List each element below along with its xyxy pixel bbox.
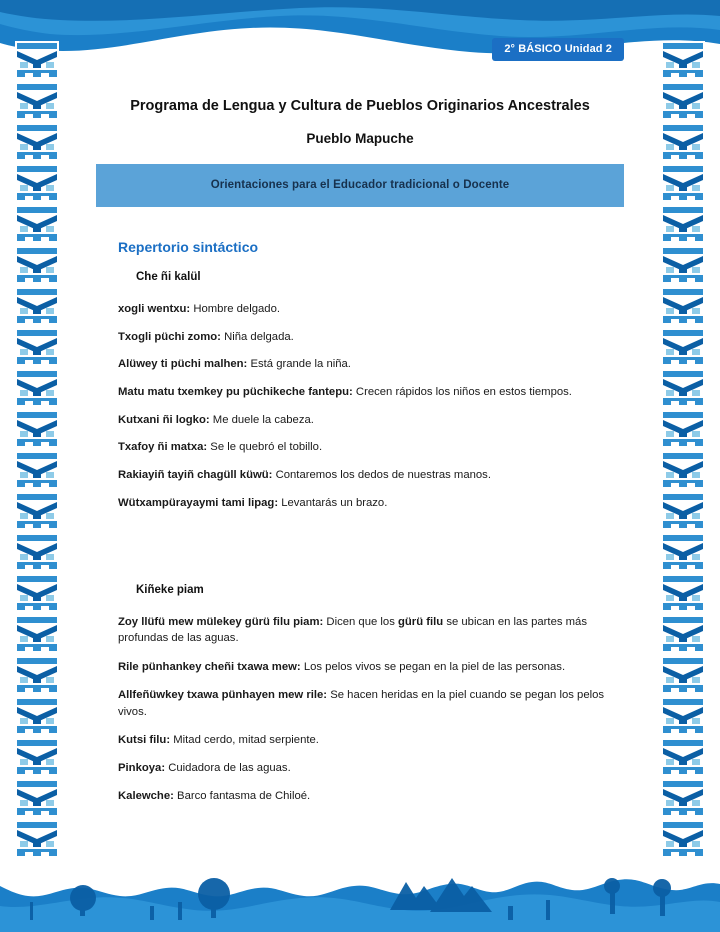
entry-term: Rakiayiñ tayiñ chagüll küwü: <box>118 469 273 482</box>
entry-term: Pinkoya: <box>118 762 166 775</box>
entry-gloss: Levantarás un brazo. <box>281 496 388 509</box>
subsection-title-che-ni-kalul: Che ñi kalül <box>136 271 201 284</box>
list-item <box>118 301 624 317</box>
list-item <box>118 329 624 345</box>
entry-term: Matu matu txemkey pu püchikeche fantepu: <box>118 386 353 399</box>
guidance-banner: Orientaciones para el Educador tradicional o Docente <box>96 164 624 207</box>
entry-gloss: Los pelos vivos se pegan en la piel de las personas. <box>303 660 566 673</box>
subsection-title-kineke-piam: Kiñeke piam <box>136 584 204 597</box>
list-item <box>118 732 624 748</box>
page-subtitle: Pueblo Mapuche <box>306 131 414 147</box>
entry-term: Kalewche: <box>118 790 174 803</box>
unit-badge: 2° BÁSICO Unidad 2 <box>492 38 624 61</box>
entry-gloss: Me duele la cabeza. <box>212 413 314 426</box>
page-title: Programa de Lengua y Cultura de Pueblos Originarios Ancestrales <box>130 98 590 114</box>
entry-term: Allfeñüwkey txawa pünhayen mew rile: <box>118 689 328 702</box>
entry-gloss: Hombre delgado. <box>193 303 280 316</box>
right-ornamental-border <box>660 40 706 870</box>
entry-term: Wütxampürayaymi tami lipag: <box>118 496 279 509</box>
entry-term: Rile pünhankey cheñi txawa mew: <box>118 660 301 673</box>
entry-gloss: Cuidadora de las aguas. <box>168 762 291 775</box>
entry-term: xogli wentxu: <box>118 303 191 316</box>
list-item <box>118 356 624 372</box>
entry-term: Alüwey ti püchi malhen: <box>118 358 248 371</box>
list-item <box>118 614 624 647</box>
entry-gloss: Se hacen heridas en la piel cuando se pegan los pelos vivos. <box>118 689 605 718</box>
list-item <box>118 687 624 720</box>
document-content <box>96 96 624 816</box>
entry-gloss: Está grande la niña. <box>250 358 351 371</box>
list-item <box>118 384 624 400</box>
list-item <box>118 788 624 804</box>
entry-gloss: Se le quebró el tobillo. <box>210 441 323 454</box>
list-item <box>118 439 624 455</box>
entry-gloss: Niña delgada. <box>224 330 294 343</box>
entry-term: Txogli püchi zomo: <box>118 330 221 343</box>
list-item <box>118 659 624 675</box>
entry-gloss: Mitad cerdo, mitad serpiente. <box>173 733 319 746</box>
entry-term: Kutxani ñi logko: <box>118 413 210 426</box>
list-item <box>118 467 624 483</box>
entry-gloss: Crecen rápidos los niños en estos tiempos. <box>355 386 572 399</box>
entry-gloss: Barco fantasma de Chiloé. <box>177 790 311 803</box>
list-item <box>118 495 624 511</box>
entry-list-che-ni-kalul <box>118 301 624 511</box>
bottom-landscape-decoration <box>0 840 720 932</box>
entry-term: Zoy llüfü mew mülekey gürü filu piam: <box>118 616 324 629</box>
left-ornamental-border <box>14 40 60 870</box>
gloss-pre: Dicen que los <box>326 616 398 629</box>
entry-list-kineke-piam <box>118 614 624 804</box>
list-item <box>118 412 624 428</box>
section-spacer <box>96 522 624 568</box>
section-title: Repertorio sintáctico <box>118 239 259 256</box>
entry-term: Kutsi filu: <box>118 733 171 746</box>
list-item <box>118 760 624 776</box>
entry-gloss: Contaremos los dedos de nuestras manos. <box>275 469 491 482</box>
entry-term: Txafoy ñi matxa: <box>118 441 208 454</box>
gloss-emphasis: gürü filu <box>398 616 444 629</box>
gloss-post: se ubican en las partes más profundas de las aguas. <box>118 616 587 645</box>
